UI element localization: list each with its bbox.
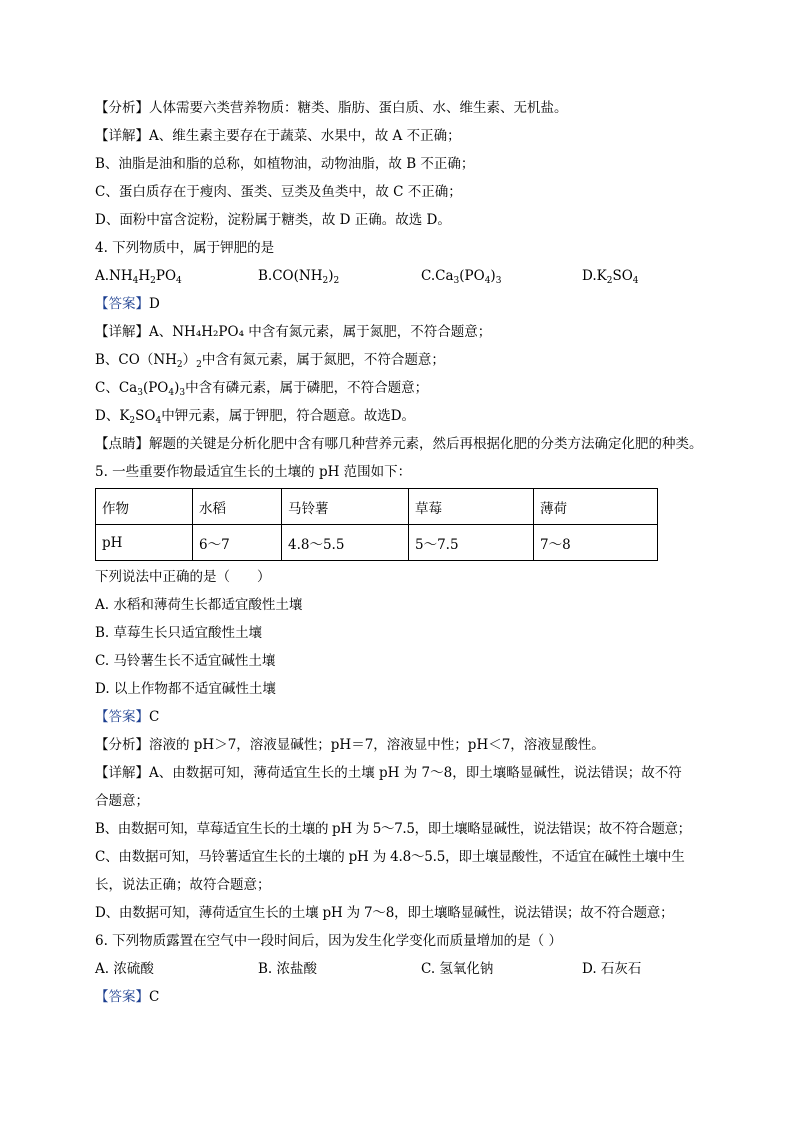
q3-detail-b: B、油脂是油和脂的总称，如植物油，动物油脂，故 B 不正确； (95, 156, 475, 172)
q6-option-d: D. 石灰石 (582, 961, 642, 977)
q4-stem: 4. 下列物质中，属于钾肥的是 (95, 240, 275, 256)
q5-detail-d: D、由数据可知，薄荷适宜生长的土壤 pH 为 7～8，即土壤略显碱性，说法错误；故不符合题意； (95, 905, 674, 921)
q5-option-b: B. 草莓生长只适宜酸性土壤 (95, 625, 263, 641)
q4-option-b: $B.CO(NH_2)_2$ (258, 268, 340, 286)
q6-answer: 【答案】C (95, 989, 160, 1005)
table-cell: 草莓 (409, 489, 534, 525)
table-cell: 马铃薯 (282, 489, 409, 525)
q6-option-a: A. 浓硫酸 (95, 961, 154, 977)
table-cell: 5～7.5 (409, 525, 534, 561)
q3-detail-d: D、面粉中富含淀粉，淀粉属于糖类，故 D 正确。故选 D。 (95, 212, 451, 228)
q6-option-b: B. 浓盐酸 (258, 961, 318, 977)
table-cell: 4.8～5.5 (282, 525, 409, 561)
table-cell: 作物 (96, 489, 193, 525)
q3-analysis: 【分析】人体需要六类营养物质：糖类、脂肪、蛋白质、水、维生素、无机盐。 (95, 100, 568, 116)
q5-detail-c: C、由数据可知，马铃薯适宜生长的土壤的 pH 为 4.8～5.5，即土壤显酸性，不适宜在碱性土壤中生 (95, 849, 685, 865)
table-cell: 水稻 (193, 489, 282, 525)
q3-detail-c: C、蛋白质存在于瘦肉、蛋类、豆类及鱼类中，故 C 不正确； (95, 184, 462, 200)
q4-detail-b: B、$CO(NH_2)_2$中含有氮元素，属于氮肥，不符合题意； (95, 352, 445, 370)
table-cell: 薄荷 (534, 489, 658, 525)
table-row (96, 525, 658, 561)
q4-detail-d: D、$K_2SO_4$中钾元素，属于钾肥，符合题意。故选D。 (95, 408, 416, 426)
q4-option-d: $D.K_2SO_4$ (582, 268, 639, 286)
table-cell: pH (96, 525, 193, 561)
ph-table (95, 488, 658, 561)
table-row (96, 489, 658, 525)
q6-option-c: C. 氢氧化钠 (421, 961, 494, 977)
q6-stem: 6. 下列物质露置在空气中一段时间后，因为发生化学变化而质量增加的是（ ） (95, 933, 562, 949)
q5-option-d: D. 以上作物都不适宜碱性土壤 (95, 681, 276, 697)
q5-analysis: 【分析】溶液的 pH＞7，溶液显碱性；pH＝7，溶液显中性；pH＜7，溶液显酸性。 (95, 737, 605, 753)
q3-detail-a: 【详解】A、维生素主要存在于蔬菜、水果中，故 A 不正确； (95, 128, 461, 144)
q4-tip: 【点睛】解题的关键是分析化肥中含有哪几种营养元素，然后再根据化肥的分类方法确定化肥的种类。 (95, 436, 703, 452)
q5-detail-c-cont: 长，说法正确；故符合题意； (95, 877, 271, 893)
q5-detail-b: B、由数据可知，草莓适宜生长的土壤的 pH 为 5～7.5，即土壤略显碱性，说法错误；故不符合题意； (95, 821, 691, 837)
q4-option-a: $A.NH_4H_2PO_4$ (95, 268, 182, 286)
q6-options (95, 955, 715, 983)
q5-option-c: C. 马铃薯生长不适宜碱性土壤 (95, 653, 276, 669)
q5-option-a: A. 水稻和薄荷生长都适宜酸性土壤 (95, 597, 303, 613)
q4-detail-c: C、$Ca_3(PO_4)_3$中含有磷元素，属于磷肥，不符合题意； (95, 380, 429, 398)
q5-question: 下列说法中正确的是（ ） (95, 569, 271, 585)
q4-options (95, 262, 715, 290)
q5-detail-a: 【详解】A、由数据可知，薄荷适宜生长的土壤 pH 为 7～8，即土壤略显碱性，说法错误；故不符 (95, 765, 682, 781)
table-cell: 7～8 (534, 525, 658, 561)
q5-stem: 5. 一些重要作物最适宜生长的土壤的 pH 范围如下： (95, 464, 412, 480)
table-cell: 6～7 (193, 525, 282, 561)
q4-answer: 【答案】D (95, 296, 160, 312)
q4-option-c: $C.Ca_3(PO_4)_3$ (421, 268, 502, 286)
q5-detail-a-cont: 合题意； (95, 793, 149, 809)
q5-answer: 【答案】C (95, 709, 160, 725)
document-page (95, 94, 715, 1011)
q4-detail-a: 【详解】A、NH₄H₂PO₄ 中含有氮元素，属于氮肥，不符合题意； (95, 324, 492, 340)
